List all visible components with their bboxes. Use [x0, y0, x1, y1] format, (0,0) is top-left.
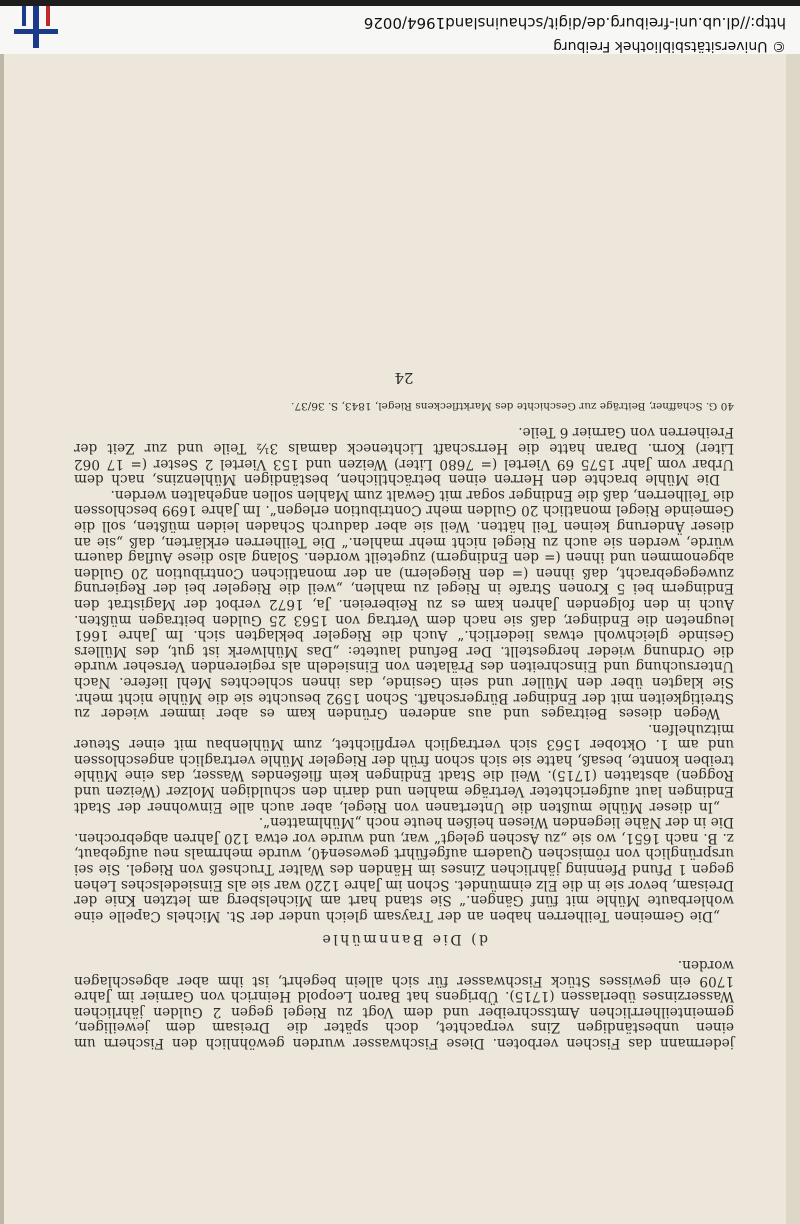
paragraph: „Die Gemeinen Teilherren haben an der Traysam gleich under der St. Michels Capelle eine wohlerbaute Mühle mit fünf Gängen.“ Sie stand hart am Michelsberg am letzten Knie der Dreisam, bevor sie in die Elz einmündet. Schon im Jahre 1220 war sie als Einsiedelsches Lehen gegen 1 Pfund Pfenning jährlichen Zinses im Händen des Walter Truchseß von Riegel. Sie sei ursprünglich von römischen Quadern aufgeführt gewesen40, wurde mehrmals neu aufgebaut, z. B. nach 1651, wo sie „zu Aschen gelegt“ war, und wurde vor etwa 120 Jahren abgebrochen. Die in der Nähe liegenden Wiesen heißen heute noch „Mühlmatten“.	[74, 814, 734, 924]
section-heading: d) Die Bannmühle	[319, 931, 489, 948]
copyright-line: © Universitätsbibliothek Freiburg	[553, 38, 786, 54]
source-url[interactable]: http://dl.ub.uni-freiburg.de/digit/schauinsland1964/0026	[363, 14, 786, 32]
page-number: 24	[394, 368, 414, 387]
library-banner	[0, 0, 800, 54]
paragraph: Die Mühle brachte den Herren einen beträchtlichen, beständigen Mühlenzins, nach dem Urbar vom Jahr 1575 69 Viertel (= 7680 Liter) Weizen und 153 Viertel 2 Sester (= 17 062 Liter) Korn. Daran hatte die Herrschaft Lichteneck damals 3½ Teile und zur Zeit der Freiherren von Garnier 6 Teile.	[74, 424, 734, 488]
scan-edge-top	[0, 0, 800, 6]
university-logo-icon	[14, 2, 58, 48]
paragraph: „In dieser Mühle mußten die Untertanen von Riegel, aber auch alle Einwohner der Stadt Endingen laut aufgerichteter Verträge mahlen und darin den schuldigen Molzer (Weizen und Roggen) abstatten (1715). Weil die Stadt Endingen kein fließendes Wasser, das eine Mühle treiben konnte, besaß, hatte sie sich schon früh der Riegeler Mühle vertraglich angeschlossen und am 1. Oktober 1563 sich vertraglich verpflichtet, zum Mühlenbau mit einer Steuer mitzuhelfen.	[74, 720, 734, 815]
body-text	[74, 369, 734, 1050]
paragraph: jedermann das Fischen verboten. Diese Fischwasser wurden gewöhnlich den Fischern um einen unbeständigen Zins verpachtet, doch später die Dreisam dem jeweiligen, gemeinteilherrlichen Amtsschreiber und dem Vogt zu Riegel gegen 2 Gulden jährlichen Wasserzinses überlassen (1715). Übrigens hat Baron Leopold Heinrich von Garnier im Jahre 1709 ein gewisses Stück Fischwasser für sich allein begehrt, ist ihm aber abgeschlagen worden.	[74, 957, 734, 1051]
footnote: 40 G. Schaffner, Beiträge zur Geschichte des Marktfleckens Riegel, 1843, S. 36/37.	[291, 399, 734, 412]
paragraph: Wegen dieses Beitrages und aus anderen Gründen kam es aber immer wieder zu Streitigkeiten mit der Endinger Bürgerschaft. Schon 1592 besuchte sie die Mühle nicht mehr. Sie klagten über den Müller und sein Gesinde, das ihnen schlechtes Mehl liefere. Nach Untersuchung und Einschreiten des Prälaten von Einsiedeln als regierenden Verseher wurde die Ordnung wieder hergestellt. Der Befund lautete: „Das Mühlwerk ist gut, des Müllers Gesinde gleichwohl etwas liederlich.“ Auch die Riegeler beklagten sich. Im Jahre 1661 leugneten die Endinger, daß sie nach dem Vertrag von 1563 25 Gulden beitragen müßten. Auch in den folgenden Jahren kam es zu Reibereien. Ja, 1672 verbot der Magistrat den Endingern bei 5 Kronen Strafe in Riegel zu mahlen, „weil die Riegeler bei der Regierung zuwegegebracht, daß ihnen (= den Riegelern) an der monatlichen Contribution 20 Gulden abgenommen und ihnen (= den Endingern) zugeteilt worden. Solang also diese Auflag dauern würde, werden sie auch zu Riegel nicht mehr mahlen.“ Die Teilherren erklärten, daß „sie an dieser Änderung keinen Teil hätten. Weil sie aber dadurch Schaden leiden müßten, soll die Gemeinde Riegel monatlich 20 Gulden mehr Contribution erlegen“. Im Jahre 1699 beschlossen die Teilherren, daß die Endinger sogar mit Gewalt zum Mahlen sollen angehalten werden.	[74, 486, 734, 722]
